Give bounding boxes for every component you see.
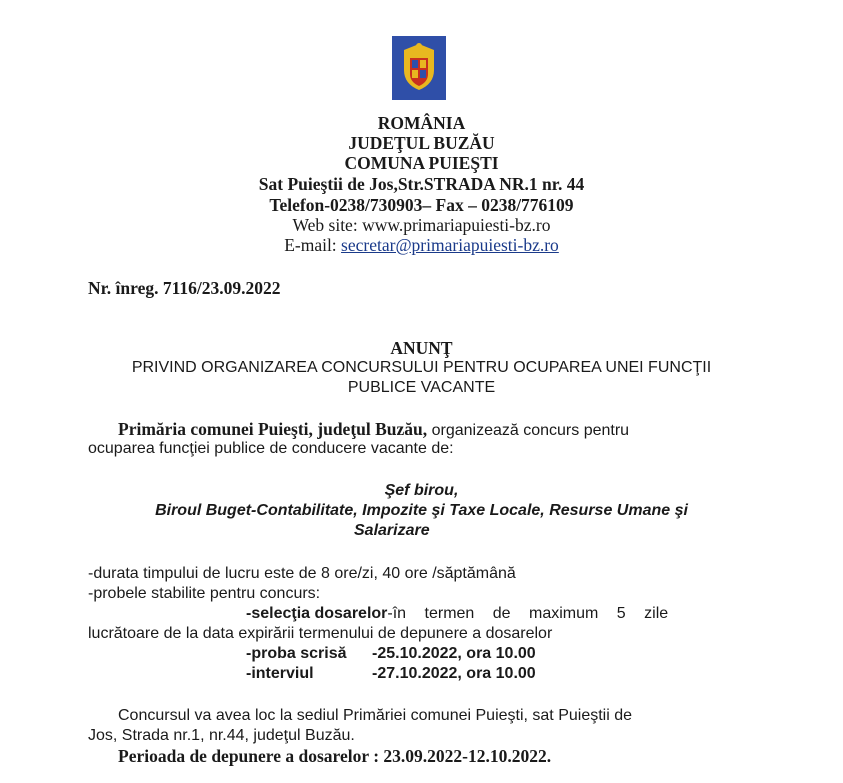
header-address: Sat Puieştii de Jos,Str.STRADA NR.1 nr. 44 (258, 174, 585, 194)
intro-text-1: organizează concurs pentru (427, 422, 630, 439)
coat-of-arms-icon (392, 36, 446, 100)
email-label: E-mail: (284, 235, 342, 255)
subtitle-line-2: PUBLICE VACANTE (347, 379, 496, 396)
header-website (0, 215, 843, 235)
header-email (0, 235, 843, 255)
position-title: Şef birou, (384, 482, 459, 499)
registration-number: Nr. înreg. 7116/23.09.2022 (88, 278, 281, 298)
location-line-2: Jos, Strada nr.1, nr.44, judeţul Buzău. (88, 727, 355, 744)
email-link[interactable]: secretar@primariapuiesti-bz.ro (341, 235, 559, 255)
tests-intro: -probele stabilite pentru concurs: (88, 585, 321, 602)
position-line-2: Salarizare (354, 522, 430, 539)
intro-line-2: ocuparea funcţiei publice de conducere vacante de: (88, 440, 454, 457)
header-phone: Telefon-0238/730903– Fax – 0238/776109 (269, 195, 574, 215)
intro-line-1 (118, 419, 629, 441)
selection-text-2: lucrătoare de la data expirării termenului de depunere a dosarelor (88, 625, 553, 642)
website-link[interactable]: www.primariapuiesti-bz.ro (362, 215, 551, 235)
document-title: ANUNŢ (390, 338, 453, 358)
location-line-1: Concursul va avea loc la sediul Primăriei comunei Puieşti, sat Puieştii de (118, 707, 633, 724)
written-value: -25.10.2022, ora 10.00 (372, 645, 536, 662)
header-commune: COMUNA PUIEŞTI (344, 153, 499, 173)
work-duration: -durata timpului de lucru este de 8 ore/zi, 40 ore /săptămână (88, 565, 516, 582)
written-label: -proba scrisă (246, 645, 347, 662)
selection-text: -în termen de maximum 5 zile (387, 605, 669, 622)
website-label: Web site: (292, 215, 363, 235)
header-county: JUDEŢUL BUZĂU (348, 133, 495, 153)
subtitle-line-1: PRIVIND ORGANIZAREA CONCURSULUI PENTRU OCUPAREA UNEI FUNCŢII (131, 359, 712, 376)
selection-label: -selecţia dosarelor (246, 605, 388, 622)
header-country: ROMÂNIA (377, 113, 466, 133)
interview-label: -interviul (246, 665, 314, 682)
intro-org: Primăria comunei Puieşti, judeţul Buzău, (118, 419, 428, 439)
submission-period: Perioada de depunere a dosarelor : 23.09.2022-12.10.2022. (118, 746, 552, 766)
interview-value: -27.10.2022, ora 10.00 (372, 665, 536, 682)
position-line-1: Biroul Buget-Contabilitate, Impozite şi Taxe Locale, Resurse Umane şi (155, 502, 688, 519)
selection-line (246, 604, 746, 624)
